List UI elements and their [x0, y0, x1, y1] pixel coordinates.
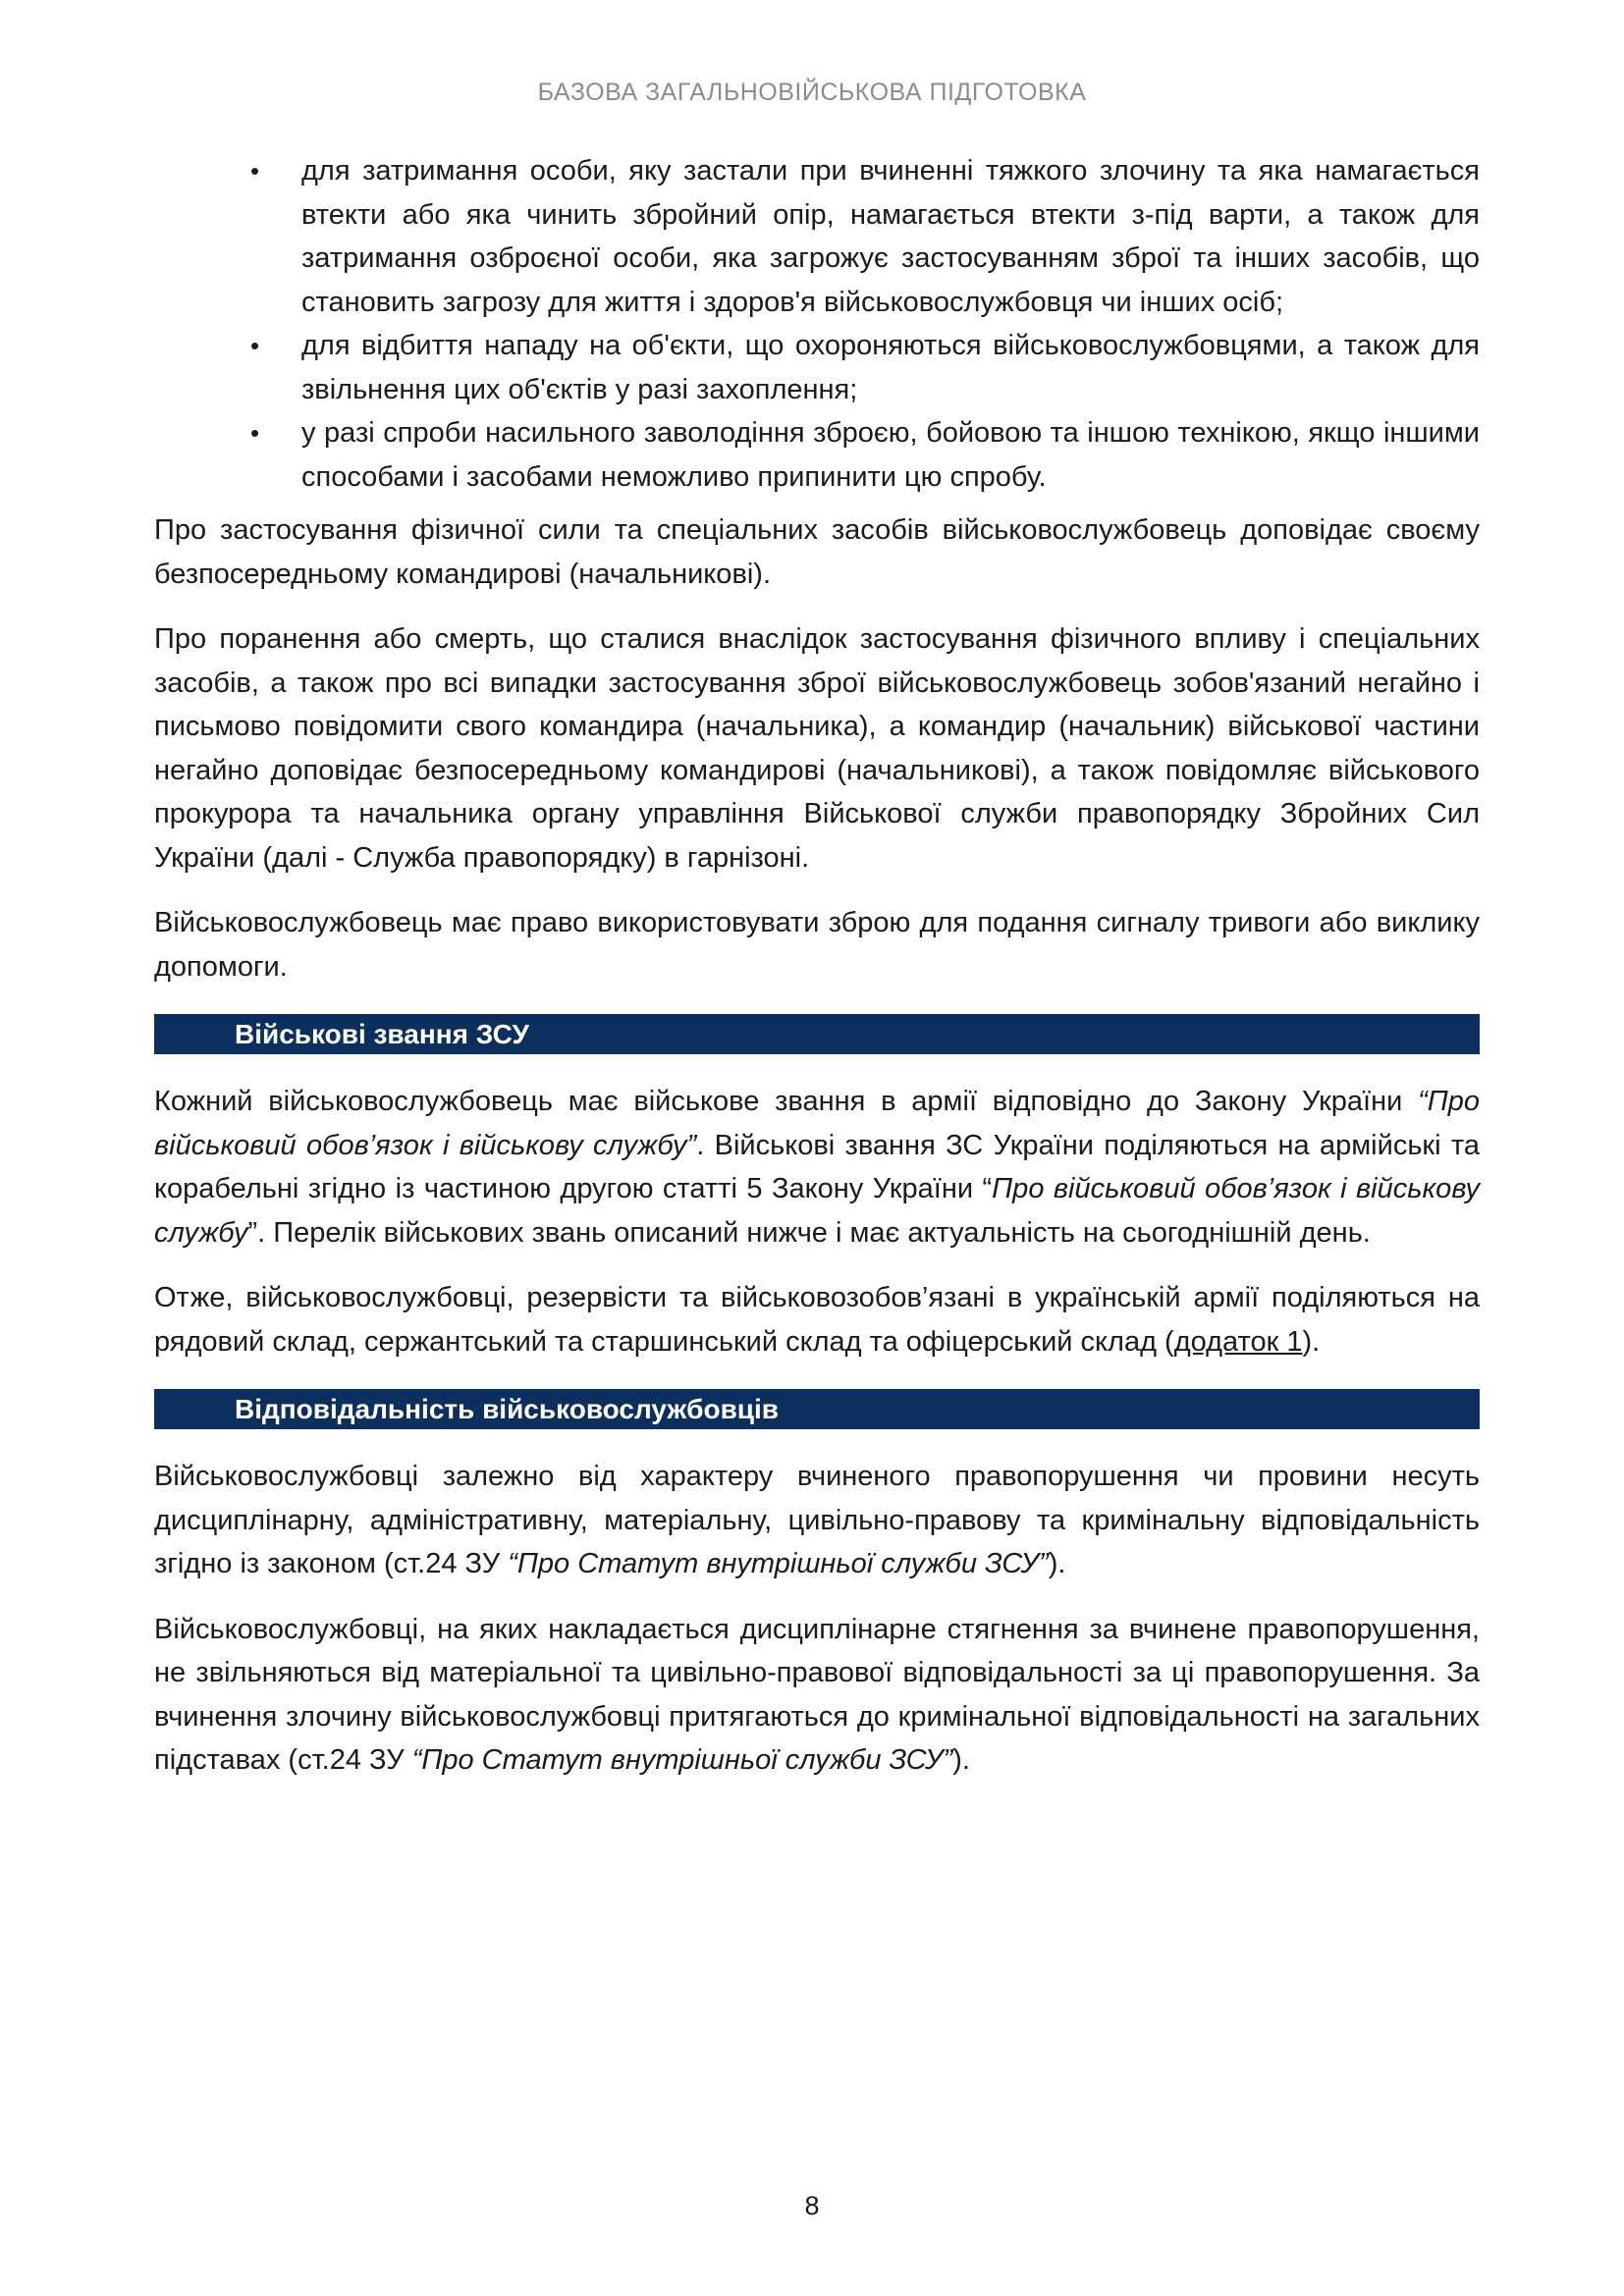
paragraph-injury-report: Про поранення або смерть, що сталися внаслідок застосування фізичного впливу і спеціальних засобів, а також про всі випадки застосування зброї військовослужбовець зобов'язаний негайно і письмово повідомити свого командира (начальника), а командир (начальник) військової частини негайно доповідає безпосередньому командирові (начальникові), а також повідомляє військового прокурора та начальника органу управління Військової служби правопорядку Збройних Сил України (далі - Служба правопорядку) в гарнізоні.: [154, 623, 1480, 874]
list-item: • для затримання особи, яку застали при вчиненні тяжкого злочину та яка намагається втекти або яка чинить збройний опір, намагається втекти з-під варти, а також для затримання озброєної особи, яка загрожує застосуванням зброї та інших засобів, що становить загрозу для життя і здоров'я військовослужбовця чи інших осіб;: [154, 149, 1480, 324]
paragraph-report-force: Про застосування фізичної сили та спеціальних засобів військовослужбовець доповідає своєму безпосередньому командирові (начальникові).: [154, 514, 1480, 590]
page-number: 8: [804, 2191, 820, 2220]
paragraph-ranks-categories: Отже, військовослужбовці, резервісти та військовозобов’язані в українській армії поділяються на рядовий склад, сержантський та старшинський склад та офіцерський склад (додаток 1).: [154, 1282, 1480, 1358]
paragraph-signal-weapon: Військовослужбовець має право використовувати зброю для подання сигналу тривоги або виклику допомоги.: [154, 907, 1480, 983]
list-item: • у разі спроби насильного заволодіння зброєю, бойовою та іншою технікою, якщо іншими способами і засобами неможливо припинити цю спробу.: [154, 411, 1480, 499]
appendix-link[interactable]: додаток 1: [1173, 1325, 1303, 1358]
section-heading-responsibility: Відповідальність військовослужбовців: [154, 1389, 1480, 1429]
page-body: [154, 149, 1480, 1804]
section-heading-ranks: Військові звання ЗСУ: [154, 1014, 1480, 1054]
running-header: БАЗОВА ЗАГАЛЬНОВІЙСЬКОВА ПІДГОТОВКА: [537, 79, 1087, 106]
paragraph-ranks-law: Кожний військовослужбовець має військове звання в армії відповідно до Закону України “Про військовий обов’язок і військову службу”. Військові звання ЗС України поділяються на армійські та корабельні згідно із частиною другою статті 5 Закону України “Про військовий обов’язок і військову службу”. Перелік військових звань описаний нижче і має актуальність на сьогоднішній день.: [154, 1086, 1480, 1249]
list-item: • для відбиття нападу на об'єкти, що охороняються військовослужбовцями, а також для звільнення цих об'єктів у разі захоплення;: [154, 324, 1480, 411]
bullet-list: [154, 149, 1480, 499]
paragraph-disciplinary: Військовослужбовці, на яких накладається дисциплінарне стягнення за вчинене правопорушення, не звільняються від матеріальної та цивільно-правової відповідальності за ці правопорушення. За вчинення злочину військовослужбовці притягаються до кримінальної відповідальності на загальних підставах (ст.24 ЗУ “Про Статут внутрішньої служби ЗСУ”).: [154, 1613, 1480, 1776]
paragraph-responsibility-types: Військовослужбовці залежно від характеру вчиненого правопорушення чи провини несуть дисциплінарну, адміністративну, матеріальну, цивільно-правову та кримінальну відповідальність згідно із законом (ст.24 ЗУ “Про Статут внутрішньої служби ЗСУ”).: [154, 1461, 1480, 1579]
